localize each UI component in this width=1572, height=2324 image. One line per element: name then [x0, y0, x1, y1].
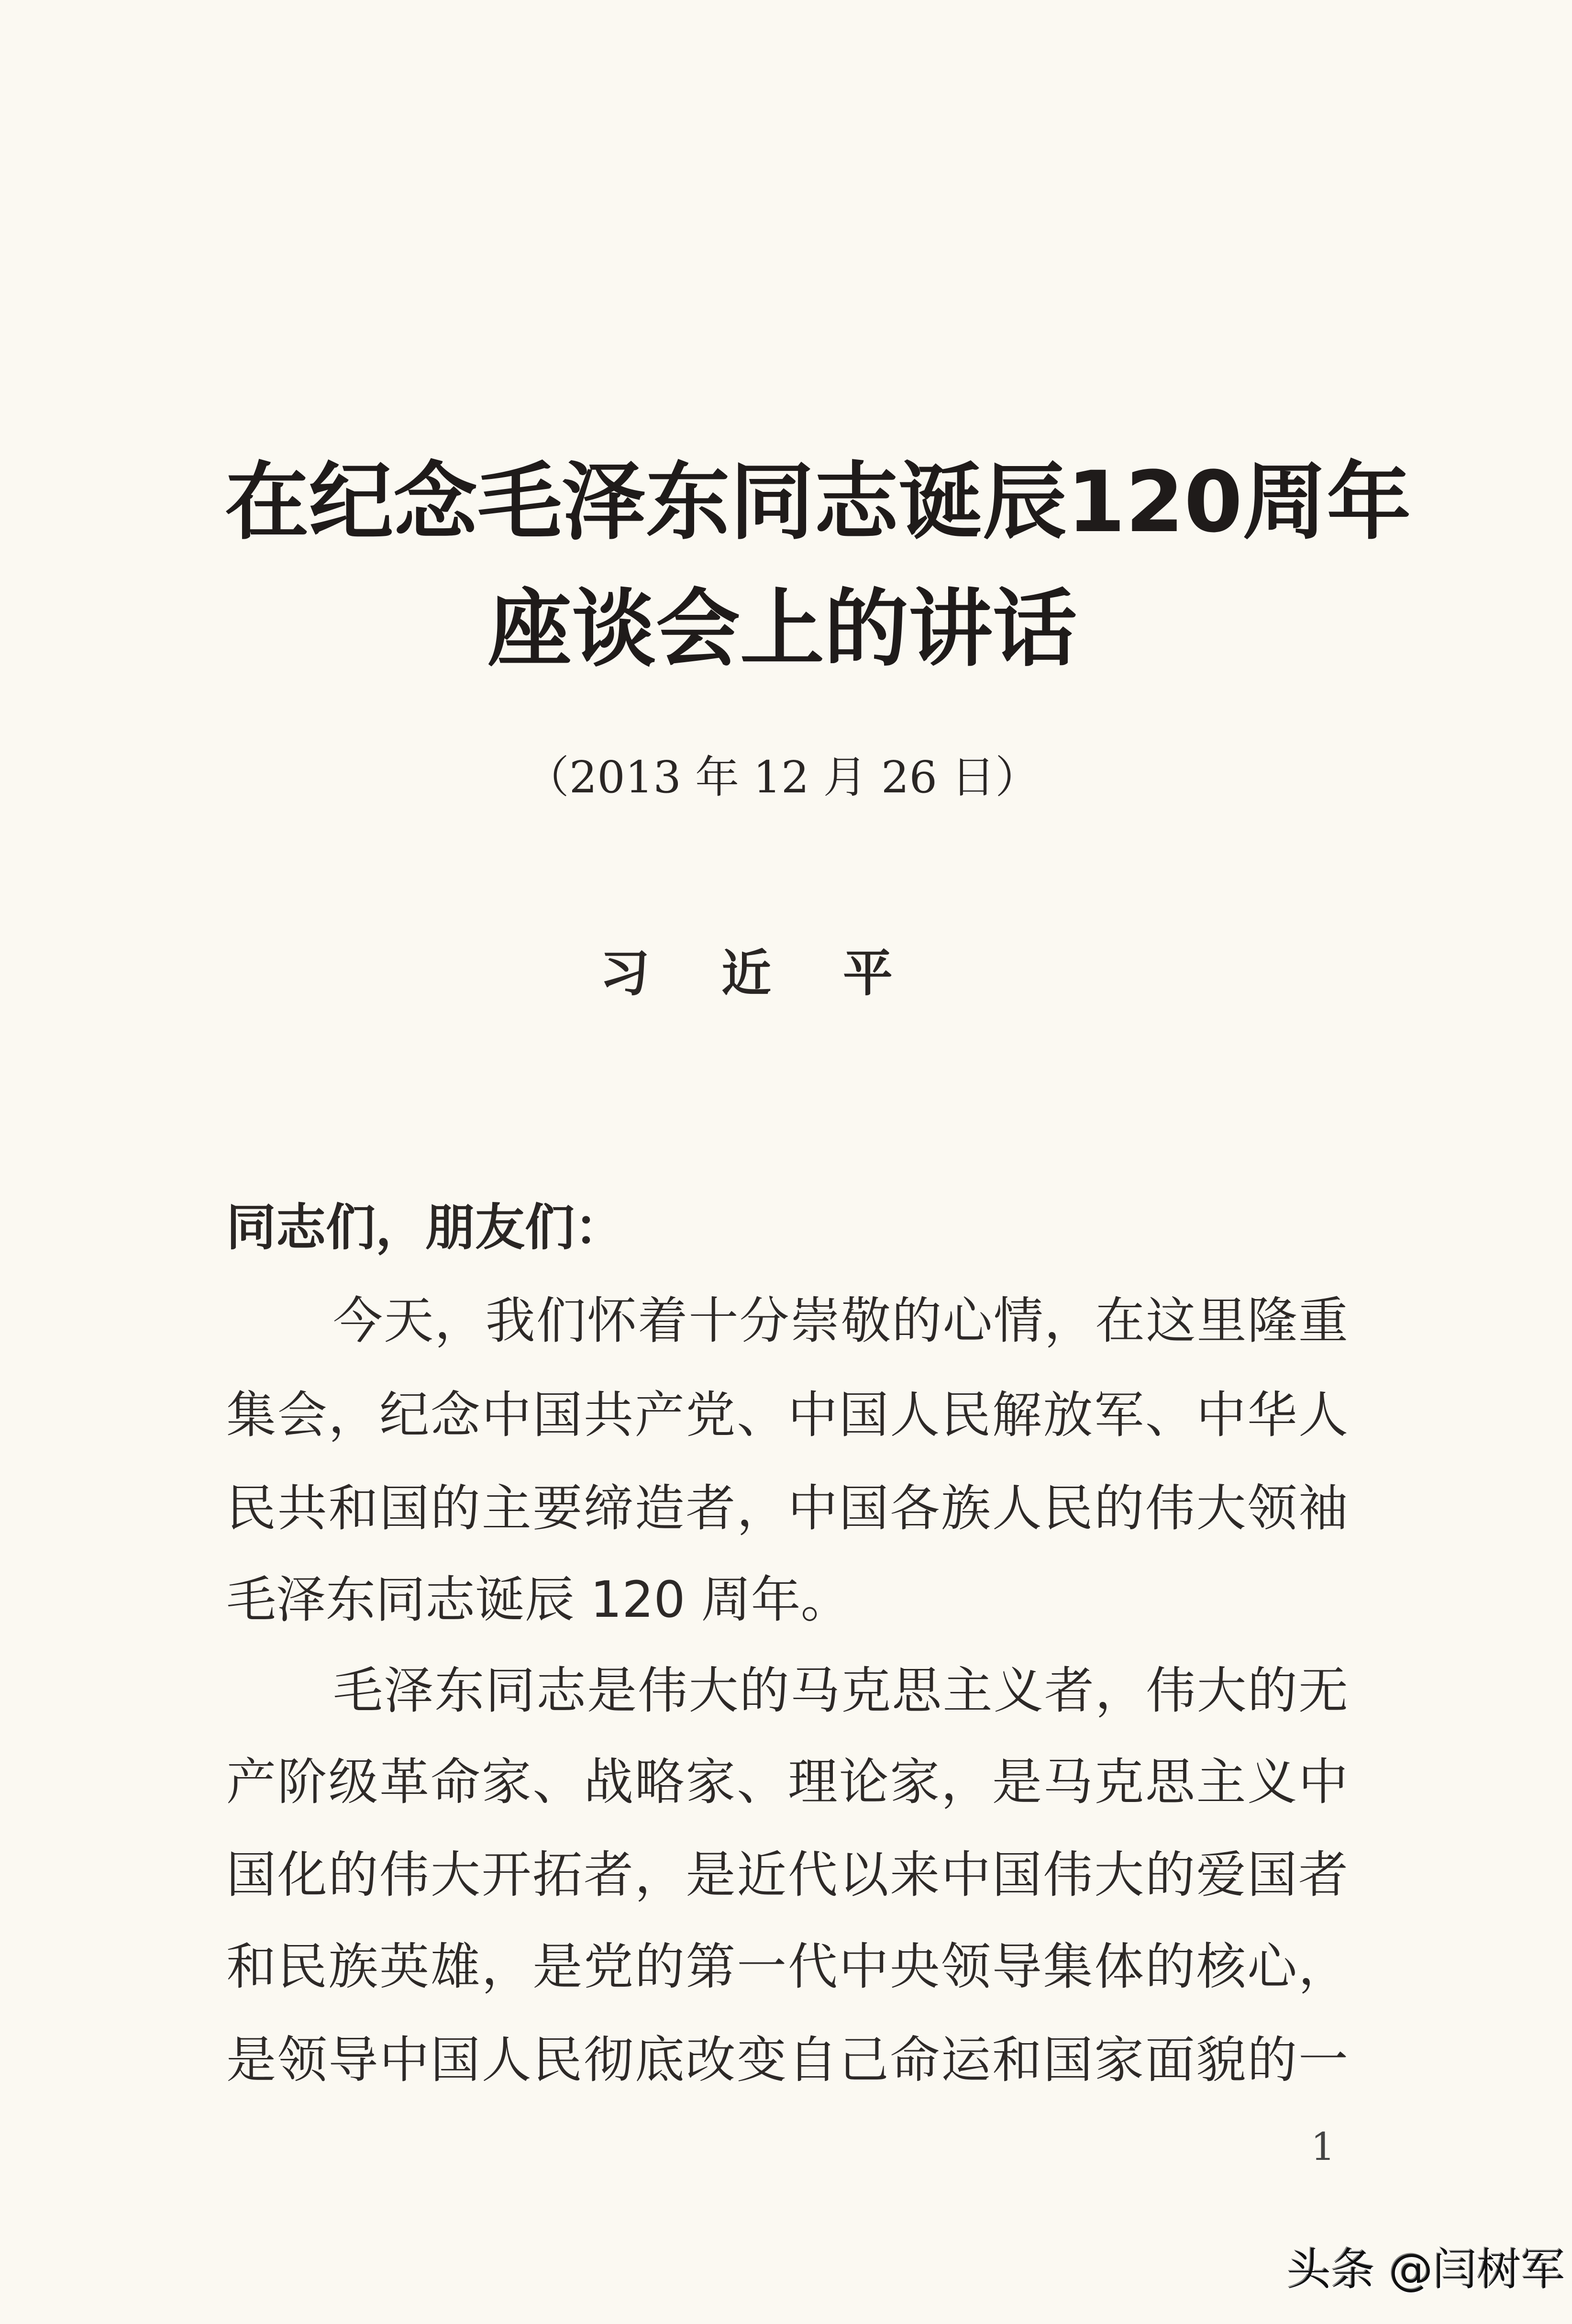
page-number: 1 — [1311, 2124, 1335, 2169]
body-line: 毛泽东同志诞辰 120 周年。 — [226, 1570, 851, 1629]
body-line: 产阶级革命家、战略家、理论家，是马克思主义中 — [226, 1753, 1348, 1811]
salutation: 同志们，朋友们： — [226, 1198, 625, 1257]
body-line: 民共和国的主要缔造者，中国各族人民的伟大领袖 — [226, 1479, 1348, 1537]
body-line: 毛泽东同志是伟大的马克思主义者，伟大的无 — [333, 1661, 1348, 1720]
speech-date: （2013 年 12 月 26 日） — [525, 752, 1040, 803]
body-line: 是领导中国人民彻底改变自己命运和国家面貌的一 — [226, 2031, 1348, 2089]
body-line: 和民族英雄，是党的第一代中央领导集体的核心， — [226, 1937, 1348, 1996]
body-line: 国化的伟大开拓者，是近代以来中国伟大的爱国者 — [226, 1846, 1348, 1904]
title-line-1: 在纪念毛泽东同志诞辰120周年 — [225, 453, 1411, 551]
title-line-2: 座谈会上的讲话 — [487, 580, 1077, 678]
body-line: 今天，我们怀着十分崇敬的心情，在这里隆重 — [333, 1291, 1348, 1350]
watermark: 头条 @闫树军 — [1287, 2244, 1565, 2295]
author-name: 习近平 — [599, 944, 964, 1002]
body-line: 集会，纪念中国共产党、中国人民解放军、中华人 — [226, 1386, 1348, 1444]
